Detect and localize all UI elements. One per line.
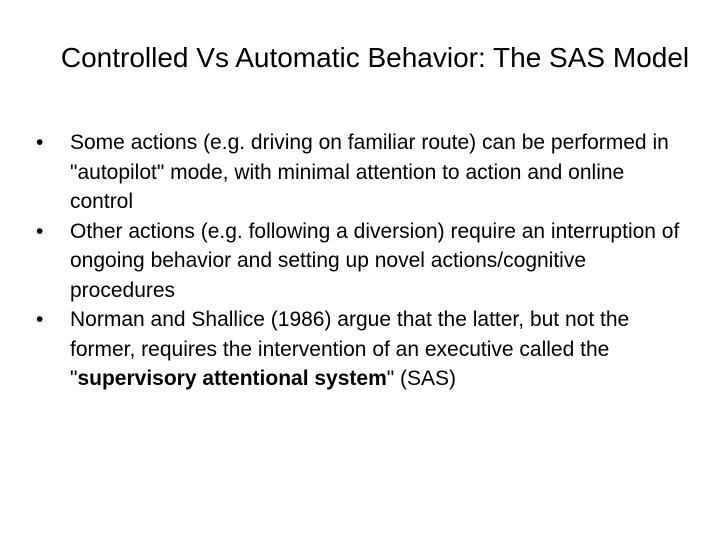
bullet-list — [36, 128, 686, 394]
bullet-item-2 — [36, 217, 686, 306]
slide-title: Controlled Vs Automatic Behavior: The SAS Model — [60, 42, 690, 73]
bullet-text-bold: supervisory attentional system — [77, 367, 387, 390]
bullet-icon: • — [36, 308, 44, 331]
bullet-text-before: Norman and Shallice (1986) argue that the latter, but not the former, requires the intervention of an executive called the " — [70, 308, 630, 390]
bullet-text: Other actions (e.g. following a diversion) require an interruption of ongoing behavior and setting up novel actions/cognitive procedures — [70, 219, 680, 302]
bullet-text: Some actions (e.g. driving on familiar route) can be performed in "autopilot" mode, with minimal attention to action and online control — [70, 131, 669, 213]
bullet-item-3 — [36, 305, 686, 394]
bullet-icon: • — [36, 131, 44, 154]
bullet-text-after: " (SAS) — [386, 367, 457, 390]
bullet-item-1 — [36, 128, 686, 217]
bullet-icon: • — [36, 219, 44, 243]
